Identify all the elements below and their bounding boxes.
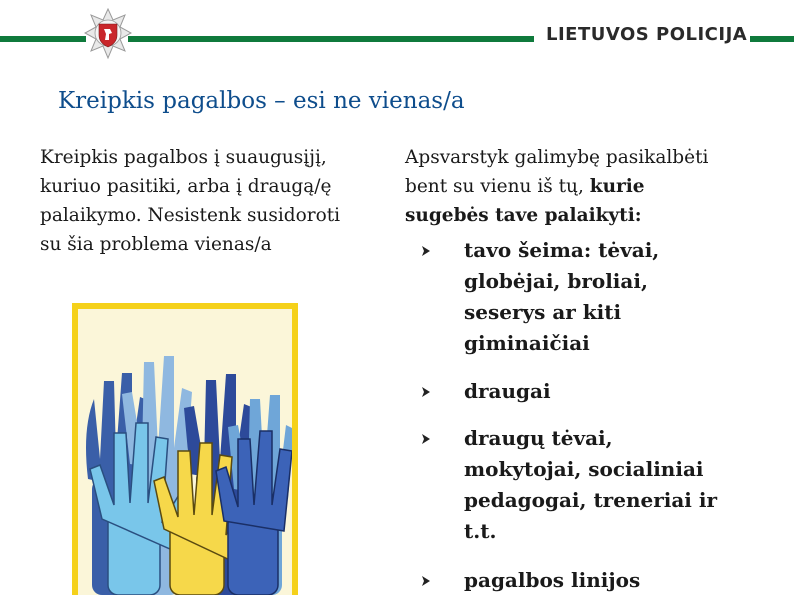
right-intro-paragraph: [405, 143, 790, 230]
left-line: su šia problema vienas/a: [40, 234, 272, 255]
header-bar: [0, 0, 794, 60]
list-item-line: pagalbos linijos: [464, 568, 641, 592]
intro-line: sugebės tave palaikyti:: [405, 205, 642, 226]
intro-line: [405, 172, 790, 201]
intro-bold-text: kurie: [589, 176, 645, 197]
list-item-line: t.t.: [464, 519, 497, 543]
list-item-line: draugų tėvai,: [464, 426, 613, 450]
slide-title: Kreipkis pagalbos – esi ne vienas/a: [58, 88, 465, 114]
left-line: Kreipkis pagalbos į suaugusįjį,: [40, 147, 327, 168]
list-item-line: globėjai, broliai,: [464, 269, 648, 293]
police-star-emblem-icon: [84, 8, 132, 62]
chevron-arrow-bullet-icon: [420, 433, 432, 445]
list-item-text: [464, 565, 784, 596]
raised-hands-illustration-icon: [72, 303, 298, 595]
chevron-arrow-bullet-icon: [420, 386, 432, 398]
header-band-left: [0, 36, 86, 42]
list-item-line: mokytojai, socialiniai: [464, 457, 704, 481]
list-item-text: [464, 235, 784, 359]
header-band-middle: [128, 36, 534, 42]
chevron-arrow-bullet-icon: [420, 575, 432, 587]
intro-line: Apsvarstyk galimybę pasikalbėti: [405, 147, 709, 168]
chevron-arrow-bullet-icon: [420, 245, 432, 257]
list-item-line: seserys ar kiti: [464, 300, 622, 324]
intro-plain-text: bent su vienu iš tų,: [405, 176, 590, 197]
left-paragraph: [40, 143, 385, 259]
left-line: kuriuo pasitiki, arba į draugą/ę: [40, 176, 332, 197]
list-item-text: [464, 423, 784, 547]
left-line: palaikymo. Nesistenk susidoroti: [40, 205, 341, 226]
header-band-right: [750, 36, 794, 42]
list-item-text: [464, 376, 784, 407]
list-item-line: giminaičiai: [464, 331, 590, 355]
list-item-line: draugai: [464, 379, 551, 403]
list-item-line: tavo šeima: tėvai,: [464, 238, 660, 262]
brand-wordmark: LIETUVOS POLICIJA: [546, 24, 748, 45]
list-item-line: pedagogai, treneriai ir: [464, 488, 717, 512]
